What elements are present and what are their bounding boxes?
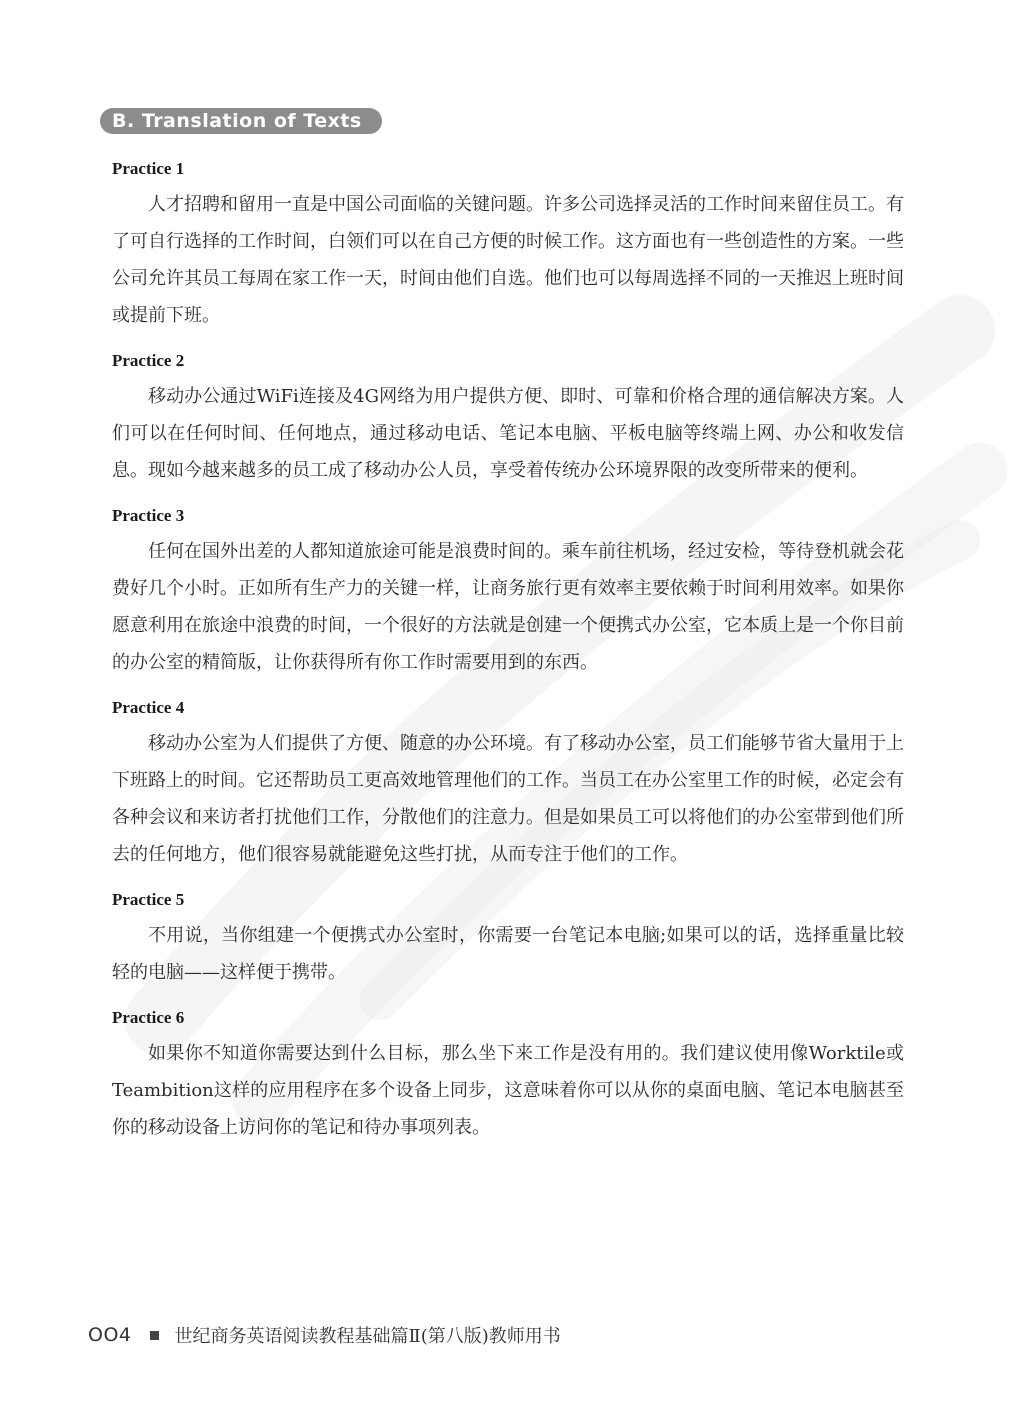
page-number: OO4: [88, 1324, 132, 1346]
practice-text: 不用说，当你组建一个便携式办公室时，你需要一台笔记本电脑;如果可以的话，选择重量比较轻的电脑——这样便于携带。: [112, 925, 904, 983]
page-footer: [88, 1322, 561, 1348]
translation-content: [112, 156, 904, 1160]
square-separator-icon: [150, 1331, 159, 1340]
practice-text: 移动办公室为人们提供了方便、随意的办公环境。有了移动办公室，员工们能够节省大量用于上下班路上的时间。它还帮助员工更高效地管理他们的工作。当员工在办公室里工作的时候，必定会有各种会议和来访者打扰他们工作，分散他们的注意力。但是如果员工可以将他们的办公室带到他们所去的任何地方，他们很容易就能避免这些打扰，从而专注于他们的工作。: [112, 733, 904, 865]
practice-2: [112, 348, 904, 489]
practice-title: Practice 5: [112, 890, 185, 909]
section-heading: B. Translation of Texts: [100, 108, 382, 134]
practice-text: 任何在国外出差的人都知道旅途可能是浪费时间的。乘车前往机场，经过安检，等待登机就会花费好几个小时。正如所有生产力的关键一样，让商务旅行更有效率主要依赖于时间利用效率。如果你愿意利用在旅途中浪费的时间，一个很好的方法就是创建一个便携式办公室，它本质上是一个你目前的办公室的精简版，让你获得所有你工作时需要用到的东西。: [112, 541, 904, 673]
practice-text: 如果你不知道你需要达到什么目标，那么坐下来工作是没有用的。我们建议使用像Worktile或Teambition这样的应用程序在多个设备上同步，这意味着你可以从你的桌面电脑、笔记本电脑甚至你的移动设备上访问你的笔记和待办事项列表。: [112, 1043, 904, 1138]
practice-text: 移动办公通过WiFi连接及4G网络为用户提供方便、即时、可靠和价格合理的通信解决方案。人们可以在任何时间、任何地点，通过移动电话、笔记本电脑、平板电脑等终端上网、办公和收发信息。现如今越来越多的员工成了移动办公人员，享受着传统办公环境界限的改变所带来的便利。: [112, 386, 904, 481]
book-title: 世纪商务英语阅读教程基础篇Ⅱ(第八版)教师用书: [174, 1326, 561, 1347]
practice-title: Practice 2: [112, 351, 185, 370]
practice-title: Practice 1: [112, 159, 185, 178]
practice-title: Practice 6: [112, 1008, 185, 1027]
practice-title: Practice 3: [112, 506, 185, 525]
practice-4: [112, 695, 904, 873]
practice-title: Practice 4: [112, 698, 185, 717]
practice-6: [112, 1005, 904, 1146]
practice-5: [112, 887, 904, 991]
practice-text: 人才招聘和留用一直是中国公司面临的关键问题。许多公司选择灵活的工作时间来留住员工。有了可自行选择的工作时间，白领们可以在自己方便的时候工作。这方面也有一些创造性的方案。一些公司允许其员工每周在家工作一天，时间由他们自选。他们也可以每周选择不同的一天推迟上班时间或提前下班。: [112, 194, 904, 326]
practice-1: [112, 156, 904, 334]
practice-3: [112, 503, 904, 681]
